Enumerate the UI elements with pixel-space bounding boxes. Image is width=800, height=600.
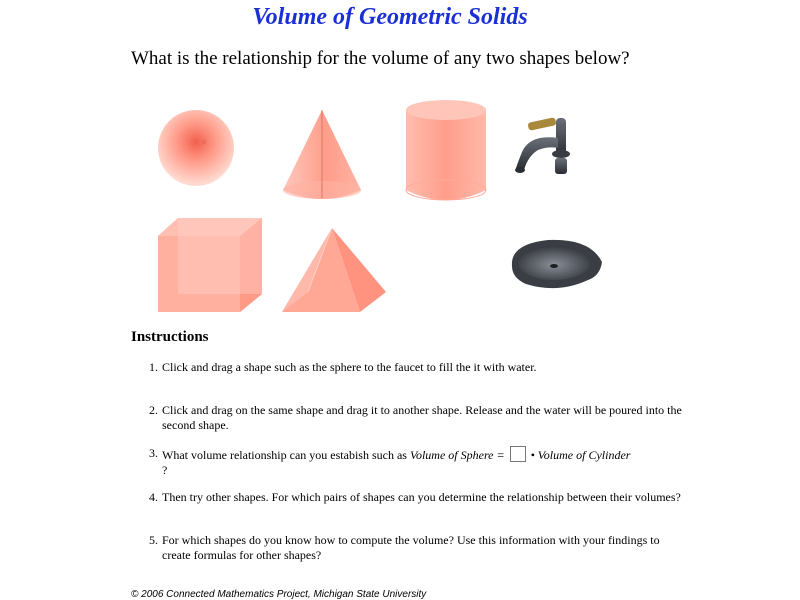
faucet-icon[interactable] <box>508 110 580 182</box>
sink-icon[interactable] <box>508 236 604 292</box>
question-text: What is the relationship for the volume of any two shapes below? <box>131 48 630 69</box>
step-3-question-mark: ? <box>162 463 168 477</box>
cylinder-icon[interactable] <box>404 98 488 204</box>
copyright-footer: © 2006 Connected Mathematics Project, Michigan State University <box>131 589 427 600</box>
answer-input-box[interactable] <box>510 446 526 462</box>
cone-icon[interactable] <box>281 108 363 203</box>
sphere-icon[interactable] <box>156 108 236 188</box>
instructions-heading: Instructions <box>131 329 209 345</box>
page-title: Volume of Geometric Solids <box>252 4 528 30</box>
volume-of-sphere-label: Volume of Sphere = <box>409 448 505 462</box>
pyramid-icon[interactable] <box>280 226 388 316</box>
volume-of-cylinder-label: • Volume of Cylinder <box>530 448 631 462</box>
cube-icon[interactable] <box>156 216 264 314</box>
step-3-text: What volume relationship can you estabish such as <box>162 448 407 462</box>
